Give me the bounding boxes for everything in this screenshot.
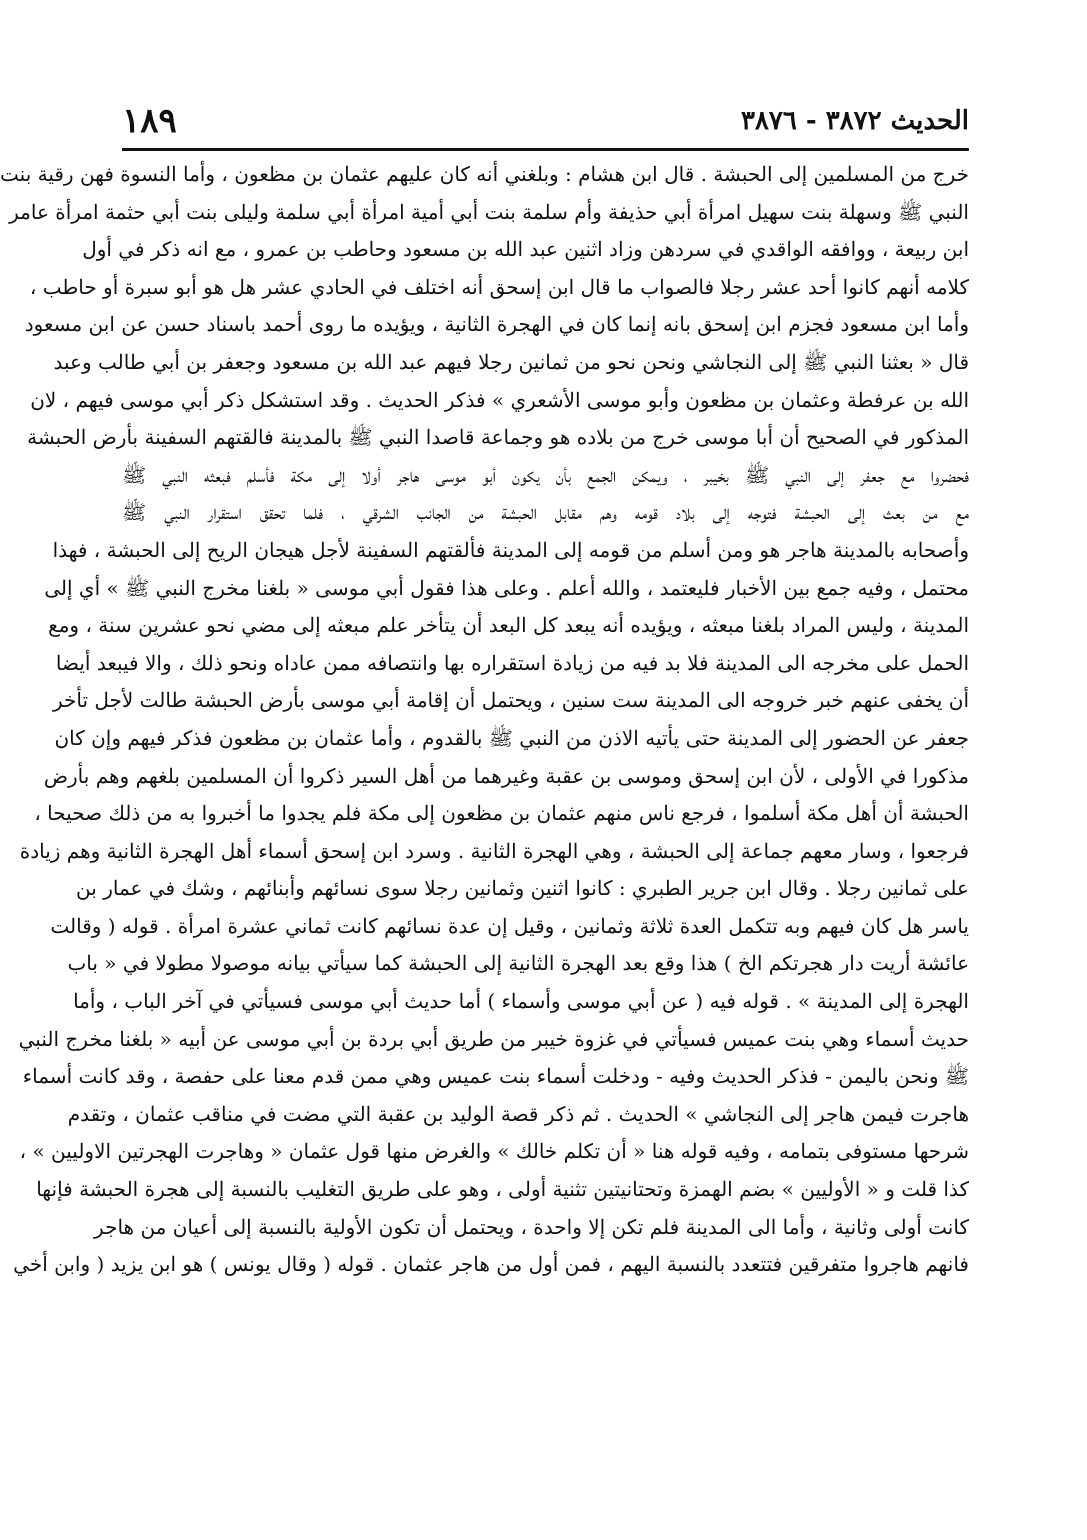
text-line: حديث أسماء وهي بنت عميس فسيأتي في غزوة خيبر من طريق أبي بردة بن أبي موسى عن أبيه « بلغنا مخرج النبي bbox=[18, 1026, 969, 1051]
text-line: فرجعوا ، وسار معهم جماعة إلى الحبشة ، وهي الهجرة الثانية . وسرد ابن إسحق أسماء أهل الهجرة الثانية وهم زيادة bbox=[19, 838, 969, 863]
page-number: ١٨٩ bbox=[122, 101, 177, 141]
text-line: ﷺ ونحن باليمن - فذكر الحديث وفيه - ودخلت أسماء بنت عميس وهي ممن قدم معنا على حفصة ، وقد كانت أسماء bbox=[22, 1064, 969, 1089]
text-line: خرج من المسلمين إلى الحبشة . قال ابن هشام : وبلغني أنه كان عليهم عثمان بن مظعون ، وأما النسوة فهن رقية بنت bbox=[0, 162, 969, 186]
text-line: أن يخفى عنهم خبر خروجه الى المدينة ست سنين ، ويحتمل أن إقامة أبي موسى بأرض الحبشة طالت لأجل تأخر bbox=[52, 688, 969, 713]
text-line: ابن ربيعة ، ووافقه الواقدي في سردهن وزاد اثنين عبد الله بن مسعود وحاطب بن عمرو ، مع انه ذكر في أول bbox=[82, 237, 969, 262]
text-line: عائشة أريت دار هجرتكم الخ ) هذا وقع بعد الهجرة الثانية إلى الحبشة كما سيأتي بيانه موصولا مطولا في « باب bbox=[67, 951, 969, 976]
text-line: جعفر عن الحضور إلى المدينة حتى يأتيه الاذن من النبي ﷺ بالقدوم ، وأما عثمان بن مظعون فذكر فيهم وإن كان bbox=[54, 725, 969, 750]
text-line: هاجرت فيمن هاجر إلى النجاشي » الحديث . ثم ذكر قصة الوليد بن عقبة التي مضت في مناقب عثمان ، وتقدم bbox=[67, 1101, 969, 1126]
text-line: كذا قلت و « الأوليين » بضم الهمزة وتحتانيتين تثنية أولى ، وهو على طريق التغليب بالنسبة إلى هجرة الحبشة فإنها bbox=[36, 1177, 969, 1202]
text-line: فحضروا مع جعفر إلى النبي ﷺ بخيبر ، ويمكن الجمع بأن يكون أبو موسى هاجر أولا إلى مكة فأسلم فبعثه النبي ﷺ bbox=[122, 462, 969, 487]
text-line: المذكور في الصحيح أن أبا موسى خرج من بلاده هو وجماعة قاصدا النبي ﷺ بالمدينة فالقتهم السفينة بأرض الحبشة bbox=[27, 425, 969, 450]
text-line: الحبشة أن أهل مكة أسلموا ، فرجع ناس منهم عثمان بن مظعون إلى مكة فلم يجدوا ما أخبروا به من ذلك صحيحا ، bbox=[34, 801, 969, 826]
text-line: مع من بعث إلى الحبشة فتوجه إلى بلاد قومه وهم مقابل الحبشة من الجانب الشرقي ، فلما تحقق استقرار النبي ﷺ bbox=[122, 500, 969, 525]
text-line: الهجرة إلى المدينة » . قوله فيه ( عن أبي موسى وأسماء ) أما حديث أبي موسى فسيأتي في آخر الباب ، وأما bbox=[73, 989, 969, 1014]
text-line: فانهم هاجروا متفرقين فتتعدد بالنسبة اليهم ، فمن أول من هاجر عثمان . قوله ( وقال يونس ) هو ابن يزيد ( وابن أخي bbox=[13, 1252, 969, 1277]
text-line: الحمل على مخرجه الى المدينة فلا بد فيه من زيادة استقراره بها وانتصافه ممن عاداه ونحو ذلك ، والا فيبعد أيضا bbox=[55, 650, 969, 675]
text-line: المدينة ، وليس المراد بلغنا مبعثه ، ويؤيده أنه يبعد كل البعد أن يتأخر علم مبعثه إلى مضي نحو عشرين سنة ، ومع bbox=[48, 613, 969, 638]
header-rule bbox=[122, 148, 969, 151]
running-head: الحديث ٣٨٧٢ - ٣٨٧٦ bbox=[740, 106, 969, 136]
text-line: كلامه أنهم كانوا أحد عشر رجلا فالصواب ما قال ابن إسحق أنه اختلف في الحادي عشر هل هو أبو سبرة أو حاطب ، bbox=[29, 274, 969, 299]
text-line: الله بن عرفطة وعثمان بن مظعون وأبو موسى الأشعري » فذكر الحديث . وقد استشكل ذكر أبي موسى فيهم ، لان bbox=[30, 387, 969, 412]
text-line: ياسر هل كان فيهم وبه تتكمل العدة ثلاثة وثمانين ، وقيل إن عدة نسائهم كانت ثماني عشرة امرأة . قوله ( وقالت bbox=[50, 913, 969, 938]
text-line: محتمل ، وفيه جمع بين الأخبار فليعتمد ، والله أعلم . وعلى هذا فقول أبي موسى « بلغنا مخرج النبي ﷺ » أي إلى bbox=[44, 575, 969, 600]
text-line: قال « بعثنا النبي ﷺ إلى النجاشي ونحن نحو من ثمانين رجلا فيهم عبد الله بن مسعود وجعفر بن أبي طالب وعبد bbox=[53, 349, 969, 374]
text-line: شرحها مستوفى بتمامه ، وفيه قوله هنا « أن تكلم خالك » والغرض منها قول عثمان « وهاجرت الهجرتين الاوليين » ، bbox=[19, 1139, 969, 1164]
text-line: مذكورا في الأولى ، لأن ابن إسحق وموسى بن عقبة وغيرهما من أهل السير ذكروا أن المسلمين بلغهم وهم بأرض bbox=[43, 763, 969, 788]
text-line: على ثمانين رجلا . وقال ابن جرير الطبري : كانوا اثنين وثمانين رجلا سوى نسائهم وأبنائهم ، وشك في عمار بن bbox=[76, 876, 969, 901]
text-line: كانت أولى وثانية ، وأما الى المدينة فلم تكن إلا واحدة ، ويحتمل أن تكون الأولية بالنسبة إلى أعيان من هاجر bbox=[94, 1214, 969, 1239]
page-header bbox=[122, 96, 969, 146]
body-text bbox=[0, 156, 969, 1284]
text-line: وأصحابه بالمدينة هاجر هو ومن أسلم من قومه إلى المدينة فألقتهم السفينة لأجل هيجان الريح إلى الحبشة ، فهذا bbox=[52, 537, 969, 562]
text-line: وأما ابن مسعود فجزم ابن إسحق بانه إنما كان في الهجرة الثانية ، ويؤيده ما روى أحمد باسناد حسن عن ابن مسعود bbox=[24, 312, 969, 337]
text-line: النبي ﷺ وسهلة بنت سهيل امرأة أبي حذيفة وأم سلمة بنت أبي أمية امرأة أبي سلمة وليلى بنت أبي حثمة امرأة عامر bbox=[9, 199, 969, 224]
